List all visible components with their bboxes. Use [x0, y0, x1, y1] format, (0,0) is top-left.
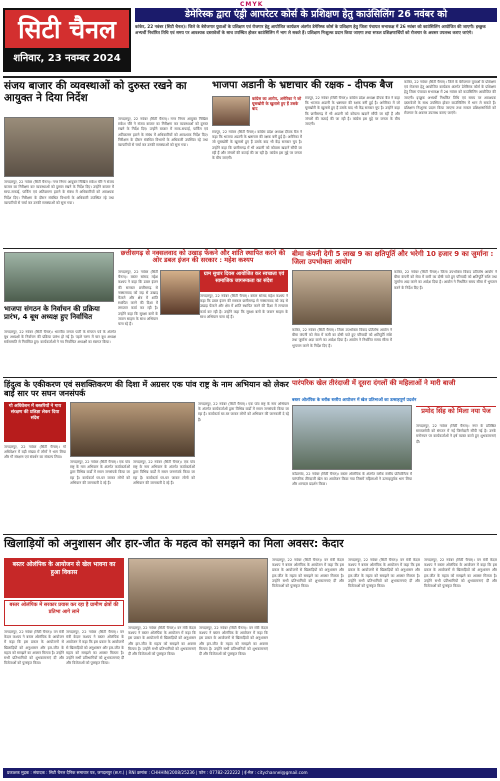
insurance-story-body-2: कांकेर, 22 नवंबर (सिटी चैनल)। जिला उपभोक्ता विवाद प्रतितोष आयोग ने बीमा कंपनी को सेवा में कमी का दोषी पाते हुए परिवादी को क्षतिपूर्ति राशि तथा जुर्माना अदा करने का आदेश दिया है। आयोग ने निर्धारित समय सीमा में भुगतान करने के निर्देश दिए हैं।: [292, 328, 392, 348]
hindutva-story-body: जगदलपुर, 22 नवंबर (सिटी चैनल)। एक पांव राष्ट्र के नाम अभियान के अंतर्गत कार्यकर्ताओं द्वारा विभिन्न वार्डों में सघन जनसंपर्क किया जा रहा है। कार्यकर्ता घर-घर जाकर लोगों को अभियान की जानकारी दे रहे हैं।: [70, 460, 130, 485]
pramukh-story-body: जगदलपुर, 22 नवंबर (सिटी चैनल)। नगर के प्रतिष्ठित समाजसेवी को संगठन में नई जिम्मेदारी सौंपी गई है। उनके मनोनयन पर कार्यकर्ताओं ने हर्ष व्यक्त करते हुए शुभकामनाएं दीं।: [416, 424, 496, 444]
go-adhiveshan-box: गो अधिवेशन में बस्तरियों ने गाय संरक्षण की प्रतिज्ञा लेकर दिया संदेश: [4, 402, 66, 442]
archery-photo: [292, 405, 412, 470]
kedar-story-body-3: जगदलपुर, 22 नवंबर (सिटी चैनल)। वन मंत्री केदार कश्यप ने बस्तर ओलंपिक के आयोजन में कहा कि इस प्रकार के आयोजनों से खिलाड़ियों को अनुशासन और हार-जीत के महत्व को समझने का अवसर मिलता है। उन्होंने सभी प्रतिभागियों को शुभकामनाएं दीं और विजेताओं को पुरस्कृत किया।: [128, 626, 196, 657]
top-story-headline: डेमेरिस्क द्वारा एंड्री आपरेटर कोर्स के प्रशिक्षण हेतु काउंसिलिंग 26 नवंबर को: [135, 8, 497, 22]
top-story-body: कांकेर, 22 नवंबर (सिटी चैनल)। जिले के बेरोजगार युवाओं के प्रशिक्षण एवं रोजगार हेतु आयोजित कार्यक्रम अंतर्गत डेमेरिस्क कोर्स के प्रशिक्षण हेतु जिला पंचायत सभाकक्ष में 26 नवंबर को काउंसिलिंग आयोजित की जाएगी। इच्छुक अभ्यर्थी निर्धारित तिथि एवं समय पर आवश्यक दस्तावेजों के साथ उपस्थित होकर काउंसिलिंग में भाग ले सकते हैं। प्रशिक्षण निःशुल्क प्रदान किया जाएगा तथा सफल प्रशिक्षणार्थियों को रोजगार के अवसर उपलब्ध कराए जाएंगे।: [135, 24, 486, 35]
rally-photo: [70, 402, 195, 457]
hindutva-story-body-2: जगदलपुर, 22 नवंबर (सिटी चैनल)। एक पांव राष्ट्र के नाम अभियान के अंतर्गत कार्यकर्ताओं द्वारा विभिन्न वार्डों में सघन जनसंपर्क किया जा रहा है। कार्यकर्ता घर-घर जाकर लोगों को अभियान की जानकारी दे रहे हैं।: [133, 460, 195, 485]
bhajpa-story-body-2: रायपुर, 22 नवंबर (सिटी चैनल)। कांग्रेस प्रदेश अध्यक्ष दीपक बैज ने कहा कि भाजपा अडानी के भ्रष्टाचार की रक्षक बनी हुई है। अमेरिका में जो घूसखोरी के खुलासे हुए हैं उसके बाद भी केंद्र सरकार चुप है। उन्होंने कहा कि छत्तीसगढ़ में भी अडानी को कोयला खदानें सौंपी जा रही हैं और जंगलों की कटाई की जा रही है। कांग्रेस इस मुद्दे पर जनता के बीच जाएगी।: [305, 96, 400, 127]
mahesh-kashyap-photo: [160, 270, 200, 315]
bastar-olympic-box: बस्तर ओलंपिक के आयोजन से खेल भावना का हुआ विकास: [4, 558, 124, 598]
quote-box: ग्राम सुधार दिवस आयोजित कर स्वच्छता एवं सामाजिक जागरूकता का संदेश: [200, 270, 288, 292]
sanjay-story-body-cont: जगदलपुर, 22 नवंबर (सिटी चैनल)। नगर निगम आयुक्त निखिल राकेश चौरे ने संजय बाजार का निरीक्षण कर व्यवस्थाओं को दुरुस्त रखने के निर्देश दिए। उन्होंने बाजार में साफ-सफाई, पार्किंग एवं अतिक्रमण हटाने के संबंध में अधिकारियों को आवश्यक निर्देश दिए। निरीक्षण के दौरान संबंधित विभागों के अधिकारी उपस्थित रहे तथा व्यापारियों से चर्चा कर उनकी समस्याओं को सुना गया।: [4, 180, 114, 205]
divider: [3, 534, 497, 535]
kedar-story-headline: खिलाड़ियों को अनुशासन और हार-जीत के महत्व को समझने का मिला अवसर: केदार: [4, 537, 344, 550]
bhajpa-story-body: रायपुर, 22 नवंबर (सिटी चैनल)। कांग्रेस प्रदेश अध्यक्ष दीपक बैज ने कहा कि भाजपा अडानी के भ्रष्टाचार की रक्षक बनी हुई है। अमेरिका में जो घूसखोरी के खुलासे हुए हैं उसके बाद भी केंद्र सरकार चुप है। उन्होंने कहा कि छत्तीसगढ़ में भी अडानी को कोयला खदानें सौंपी जा रही हैं और जंगलों की कटाई की जा रही है। कांग्रेस इस मुद्दे पर जनता के बीच जाएगी।: [212, 130, 302, 161]
sangathan-story-headline: भाजपा संगठन के निर्वाचन की प्रक्रिया प्रारंभ, 4 बूथ अध्यक्ष हुए निर्वाचित: [4, 305, 100, 322]
consumer-forum-photo: [292, 270, 392, 325]
masthead-title: सिटी चैनल: [18, 15, 116, 44]
naxal-story-body: जगदलपुर, 22 नवंबर (सिटी चैनल)। बस्तर सांसद महेश कश्यप ने कहा कि डबल इंजन की सरकार छत्तीसगढ़ से नक्सलवाद को जड़ से उखाड़ फेंकने और क्षेत्र में शांति स्थापित करने की दिशा में लगातार कार्य कर रही है। उन्होंने कहा कि सुरक्षा बलों के जवान साहस के साथ अभियान चला रहे हैं।: [118, 270, 158, 327]
kedar-story-body-6: जगदलपुर, 22 नवंबर (सिटी चैनल)। वन मंत्री केदार कश्यप ने बस्तर ओलंपिक के आयोजन में कहा कि इस प्रकार के आयोजनों से खिलाड़ियों को अनुशासन और हार-जीत के महत्व को समझने का अवसर मिलता है। उन्होंने सभी प्रतिभागियों को शुभकामनाएं दीं और विजेताओं को पुरस्कृत किया।: [348, 558, 420, 589]
kedar-story-body-7: जगदलपुर, 22 नवंबर (सिटी चैनल)। वन मंत्री केदार कश्यप ने बस्तर ओलंपिक के आयोजन में कहा कि इस प्रकार के आयोजनों से खिलाड़ियों को अनुशासन और हार-जीत के महत्व को समझने का अवसर मिलता है। उन्होंने सभी प्रतिभागियों को शुभकामनाएं दीं और विजेताओं को पुरस्कृत किया।: [424, 558, 497, 589]
masthead-date: शनिवार, 23 नवम्बर 2024: [5, 48, 129, 70]
kedar-story-body-4: जगदलपुर, 22 नवंबर (सिटी चैनल)। वन मंत्री केदार कश्यप ने बस्तर ओलंपिक के आयोजन में कहा कि इस प्रकार के आयोजनों से खिलाड़ियों को अनुशासन और हार-जीत के महत्व को समझने का अवसर मिलता है। उन्होंने सभी प्रतिभागियों को शुभकामनाएं दीं और विजेताओं को पुरस्कृत किया।: [199, 626, 268, 657]
right-column-text: कांकेर, 22 नवंबर (सिटी चैनल)। जिले के बेरोजगार युवाओं के प्रशिक्षण एवं रोजगार हेतु आयोजित कार्यक्रम अंतर्गत डेमेरिस्क कोर्स के प्रशिक्षण हेतु जिला पंचायत सभाकक्ष में 26 नवंबर को काउंसिलिंग आयोजित की जाएगी। इच्छुक अभ्यर्थी निर्धारित तिथि एवं समय पर आवश्यक दस्तावेजों के साथ उपस्थित होकर काउंसिलिंग में भाग ले सकते हैं। प्रशिक्षण निःशुल्क प्रदान किया जाएगा तथा सफल प्रशिक्षणार्थियों को रोजगार के अवसर उपलब्ध कराए जाएंगे।: [404, 80, 496, 116]
sports-story-body: कोंडागांव, 22 नवंबर (सिटी चैनल)। बस्तर ओलंपिक के अंतर्गत ब्लॉक स्तरीय प्रतियोगिता में पारंपरिक तीरंदाजी खेल का आयोजन किया गया जिसमें महिलाओं ने उत्साहपूर्वक भाग लिया और शानदार प्रदर्शन किया।: [292, 472, 412, 487]
pramukh-story-headline: प्रमोद सिंह को मिला नया पेज: [416, 406, 496, 415]
olympic-photo: [128, 558, 268, 623]
sanjay-story-body: जगदलपुर, 22 नवंबर (सिटी चैनल)। नगर निगम आयुक्त निखिल राकेश चौरे ने संजय बाजार का निरीक्षण कर व्यवस्थाओं को दुरुस्त रखने के निर्देश दिए। उन्होंने बाजार में साफ-सफाई, पार्किंग एवं अतिक्रमण हटाने के संबंध में अधिकारियों को आवश्यक निर्देश दिए। निरीक्षण के दौरान संबंधित विभागों के अधिकारी उपस्थित रहे तथा व्यापारियों से चर्चा कर उनकी समस्याओं को सुना गया।: [118, 117, 208, 148]
cmyk-mark: CMYK: [240, 1, 264, 8]
hindutva-story-headline: हिंदुत्व के एकीकरण एवं सशक्तिकरण की दिशा में अग्रसर एक पांव राष्ट्र के नाम अभियान को लेकर बाईं सार पर सघन जनसंपर्क: [4, 380, 289, 399]
naxal-story-body-2: जगदलपुर, 22 नवंबर (सिटी चैनल)। बस्तर सांसद महेश कश्यप ने कहा कि डबल इंजन की सरकार छत्तीसगढ़ से नक्सलवाद को जड़ से उखाड़ फेंकने और क्षेत्र में शांति स्थापित करने की दिशा में लगातार कार्य कर रही है। उन्होंने कहा कि सुरक्षा बलों के जवान साहस के साथ अभियान चला रहे हैं।: [200, 294, 288, 319]
footer-imprint: प्रकाशक मुद्रक : संपादक : सिटी चैनल दैनिक समाचार पत्र, जगदलपुर (छ.ग.) | RNI क्रमांक : CHHHIN/2008/25236 | फोन : 07782-222222 | ई-मेल : citychannel@gmail.com: [3, 768, 497, 778]
meeting-photo: [4, 252, 114, 302]
market-photo: [4, 117, 114, 177]
insurance-story-headline: बीमा कंपनी देगी 5 लाख 9 का क्षतिपूर्ति और भरेगी 10 हजार 9 का जुर्माना : जिला उपभोक्ता आयोग: [292, 250, 494, 267]
kedar-story-body-5: जगदलपुर, 22 नवंबर (सिटी चैनल)। वन मंत्री केदार कश्यप ने बस्तर ओलंपिक के आयोजन में कहा कि इस प्रकार के आयोजनों से खिलाड़ियों को अनुशासन और हार-जीत के महत्व को समझने का अवसर मिलता है। उन्होंने सभी प्रतिभागियों को शुभकामनाएं दीं और विजेताओं को पुरस्कृत किया।: [272, 558, 344, 589]
divider: [3, 377, 497, 378]
bhajpa-story-headline: भाजपा अडानी के भ्रष्टाचार की रक्षक - दीपक बैज: [212, 80, 393, 91]
insurance-story-body: कांकेर, 22 नवंबर (सिटी चैनल)। जिला उपभोक्ता विवाद प्रतितोष आयोग ने बीमा कंपनी को सेवा में कमी का दोषी पाते हुए परिवादी को क्षतिपूर्ति राशि तथा जुर्माना अदा करने का आदेश दिया है। आयोग ने निर्धारित समय सीमा में भुगतान करने के निर्देश दिए हैं।: [394, 270, 497, 290]
hindutva-story-body-3: जगदलपुर, 22 नवंबर (सिटी चैनल)। एक पांव राष्ट्र के नाम अभियान के अंतर्गत कार्यकर्ताओं द्वारा विभिन्न वार्डों में सघन जनसंपर्क किया जा रहा है। कार्यकर्ता घर-घर जाकर लोगों को अभियान की जानकारी दे रहे हैं।: [198, 402, 289, 422]
sangathan-story-body: जगदलपुर, 22 नवंबर (सिटी चैनल)। भारतीय जनता पार्टी के संगठन पर्व के अंतर्गत बूथ अध्यक्षों के निर्वाचन की प्रक्रिया प्रारंभ हो गई है। पहले चरण में चार बूथ अध्यक्ष सर्वसम्मति से निर्वाचित हुए। कार्यकर्ताओं ने नव निर्वाचित अध्यक्षों का स्वागत किया।: [4, 330, 116, 345]
bhajpa-callout: कांग्रेस का आरोप, अमेरिका ने जो घूसखोरी के खुलासे हुए हैं उसके बाद: [252, 96, 302, 111]
kedar-story-body-2: जगदलपुर, 22 नवंबर (सिटी चैनल)। वन मंत्री केदार कश्यप ने बस्तर ओलंपिक के आयोजन में कहा कि इस प्रकार के आयोजनों से खिलाड़ियों को अनुशासन और हार-जीत के महत्व को समझने का अवसर मिलता है। उन्होंने सभी प्रतिभागियों को शुभकामनाएं दीं और विजेताओं को पुरस्कृत किया।: [66, 630, 124, 666]
sanjay-story-headline: संजय बाजार की व्यवस्थाओं को दुरुस्त रखने का आयुक्त ने दिया निर्देश: [4, 80, 187, 105]
sports-story-sub: बस्तर ओलंपिक के ब्लॉक स्तरीय आयोजन में खेल प्रतिभाओं का उत्साहपूर्ण प्रदर्शन: [292, 397, 417, 402]
kedar-story-body: जगदलपुर, 22 नवंबर (सिटी चैनल)। वन मंत्री केदार कश्यप ने बस्तर ओलंपिक के आयोजन में कहा कि इस प्रकार के आयोजनों से खिलाड़ियों को अनुशासन और हार-जीत के महत्व को समझने का अवसर मिलता है। उन्होंने सभी प्रतिभागियों को शुभकामनाएं दीं और विजेताओं को पुरस्कृत किया।: [4, 630, 64, 666]
divider: [3, 76, 497, 78]
left-small-story-body: जगदलपुर, 22 नवंबर (सिटी चैनल)। गो अधिवेशन में बड़ी संख्या में लोगों ने भाग लिया और गौ संरक्षण एवं संवर्धन का संकल्प लिया।: [4, 445, 66, 460]
sports-story-headline: पारंपरिक खेल तीरंदाजी में दूसरा दंगलों की महिलाओं ने मारी बाजी: [292, 379, 456, 387]
dipak-baij-photo: [212, 96, 250, 126]
naxal-story-headline: छत्तीसगढ़ से नक्सलवाद को उखाड़ फेंकने और शांति स्थापित करने की ओर डबल इंजन की सरकार : महेश कश्यप: [120, 249, 286, 265]
masthead: [3, 8, 131, 72]
bastar-olympic-box-2: बस्तर ओलंपिक में सरकार प्रयास कर रहा है ग्रामीण क्षेत्रों की प्रतिभा आगे लाने: [4, 600, 124, 626]
